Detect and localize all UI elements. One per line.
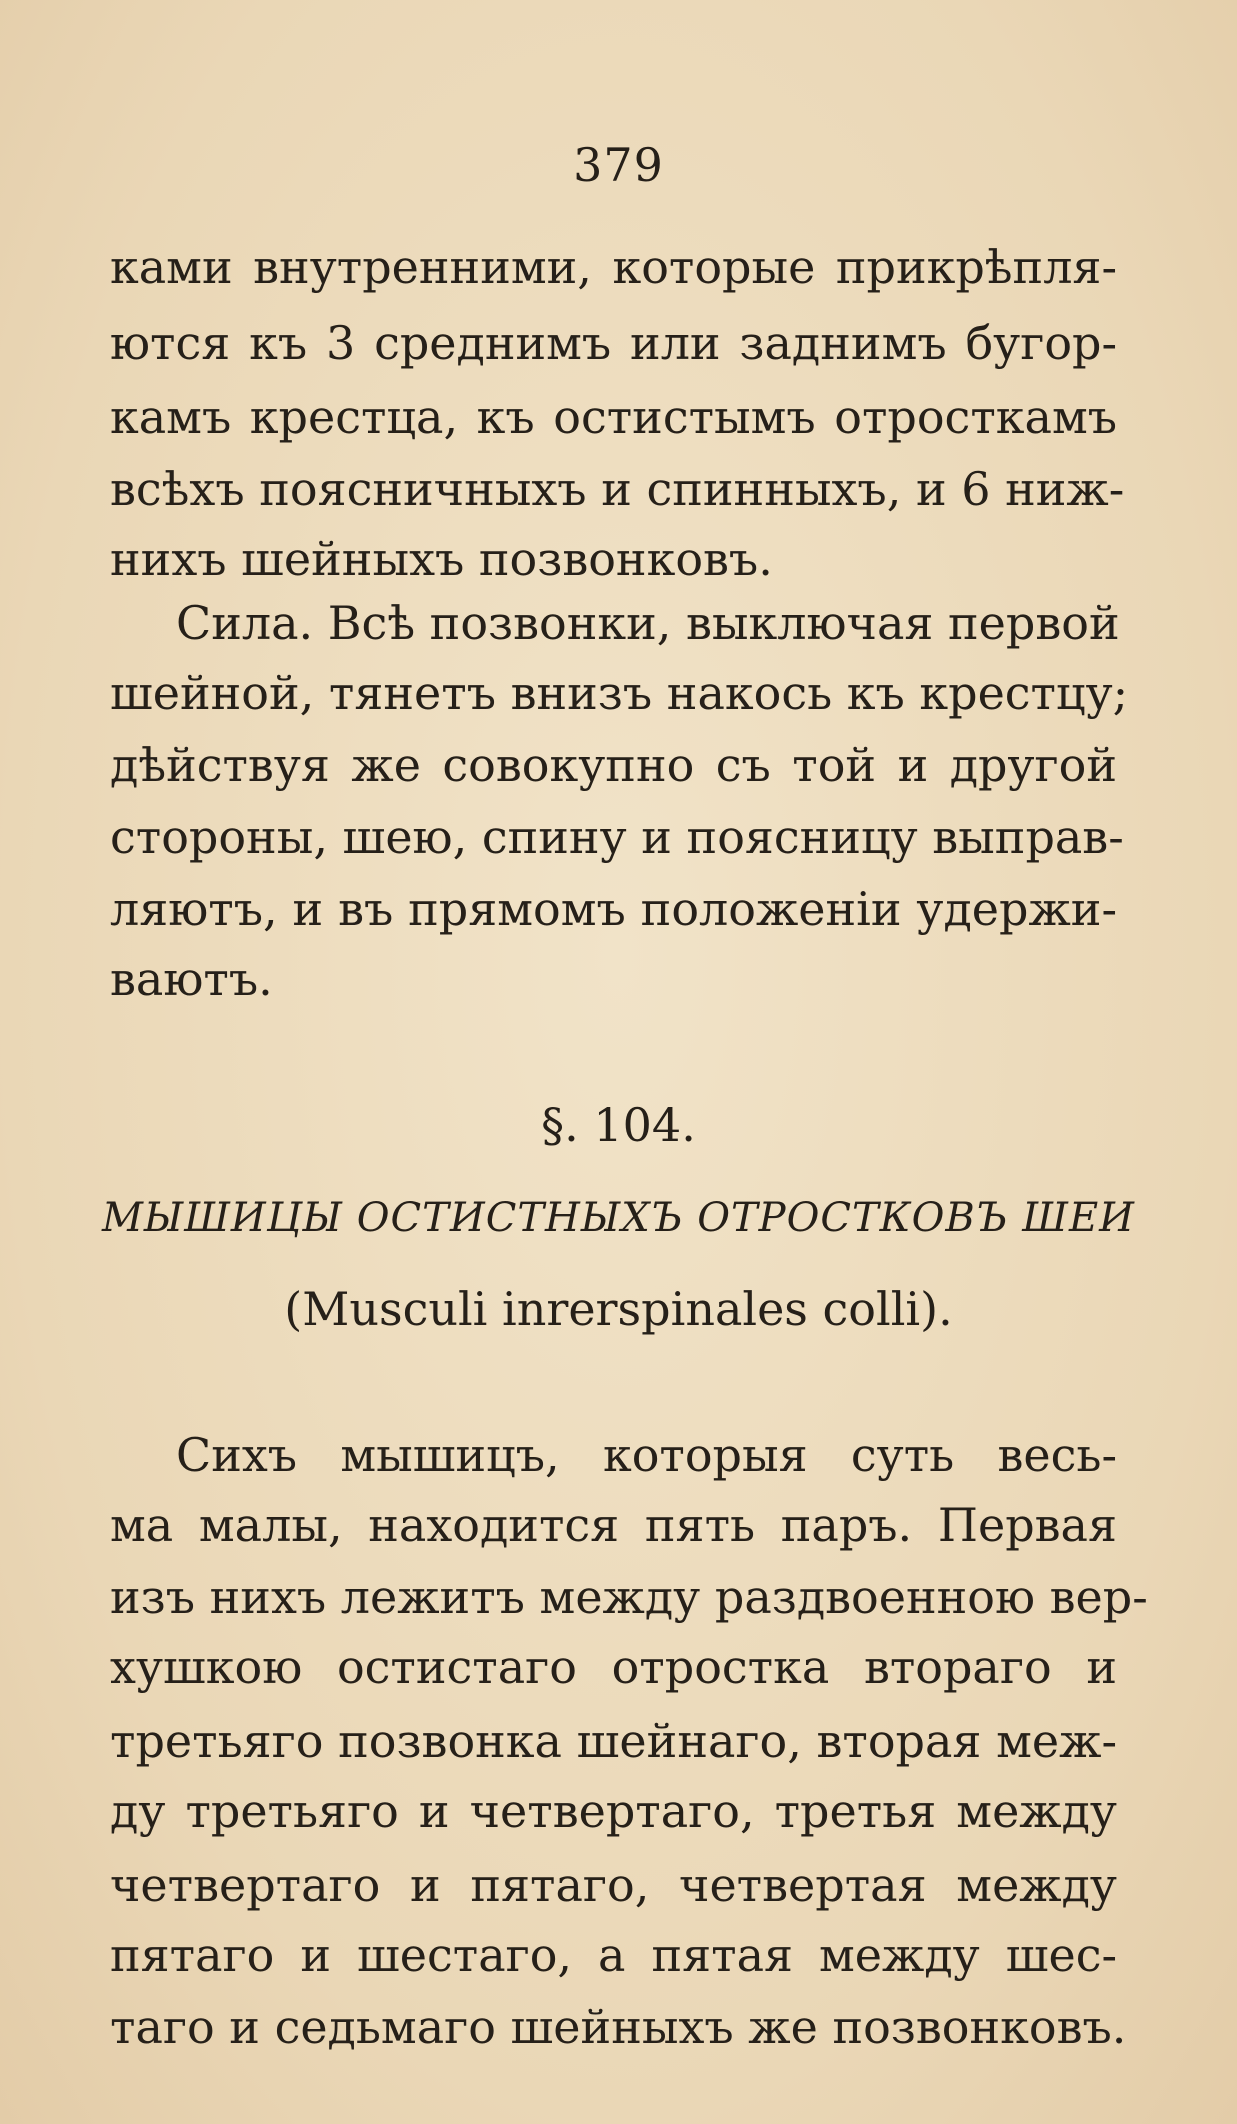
text-line-4: всѣхъ поясничныхъ и спинныхъ, и 6 ниж- xyxy=(110,462,1125,516)
text-line-9: стороны, шею, спину и поясницу выправ- xyxy=(110,810,1124,864)
text-line-15: хушкою остистаго отростка втораго и xyxy=(110,1640,1117,1694)
section-latin-title: (Musculi inrerspinales colli). xyxy=(284,1282,953,1336)
text-line-6: Сила. Всѣ позвонки, выключая первой xyxy=(176,596,1120,650)
text-line-13: ма малы, находится пять паръ. Первая xyxy=(110,1498,1117,1552)
text-line-18: четвертаго и пятаго, четвертая между xyxy=(110,1858,1117,1912)
text-line-17: ду третьяго и четвертаго, третья между xyxy=(110,1784,1117,1838)
text-line-10: ляютъ, и въ прямомъ положеніи удержи- xyxy=(110,882,1117,936)
text-line-2: ются къ 3 среднимъ или заднимъ бугор- xyxy=(110,316,1117,370)
text-line-19: пятаго и шестаго, а пятая между шес- xyxy=(110,1928,1117,1982)
text-line-12: Сихъ мышицъ, которыя суть весь- xyxy=(176,1428,1117,1482)
text-line-1: ками внутренними, которые прикрѣпля- xyxy=(110,240,1117,294)
text-line-20: таго и седьмаго шейныхъ же позвонковъ. xyxy=(110,2000,1127,2054)
text-line-8: дѣйствуя же совокупно съ той и другой xyxy=(110,738,1117,792)
section-title: МЫШИЦЫ ОСТИСТНЫХЪ ОТРОСТКОВЪ ШЕИ xyxy=(101,1195,1136,1241)
text-line-3: камъ крестца, къ остистымъ отросткамъ xyxy=(110,390,1117,444)
text-line-5: нихъ шейныхъ позвонковъ. xyxy=(110,532,773,586)
text-line-7: шейной, тянетъ внизъ накось къ крестцу; xyxy=(110,666,1129,720)
text-line-16: третьяго позвонка шейнаго, вторая меж- xyxy=(110,1714,1117,1768)
section-number: §. 104. xyxy=(541,1098,696,1152)
text-line-14: изъ нихъ лежитъ между раздвоенною вер- xyxy=(110,1570,1148,1624)
text-line-11: ваютъ. xyxy=(110,952,273,1006)
page-number: 379 xyxy=(573,138,664,192)
